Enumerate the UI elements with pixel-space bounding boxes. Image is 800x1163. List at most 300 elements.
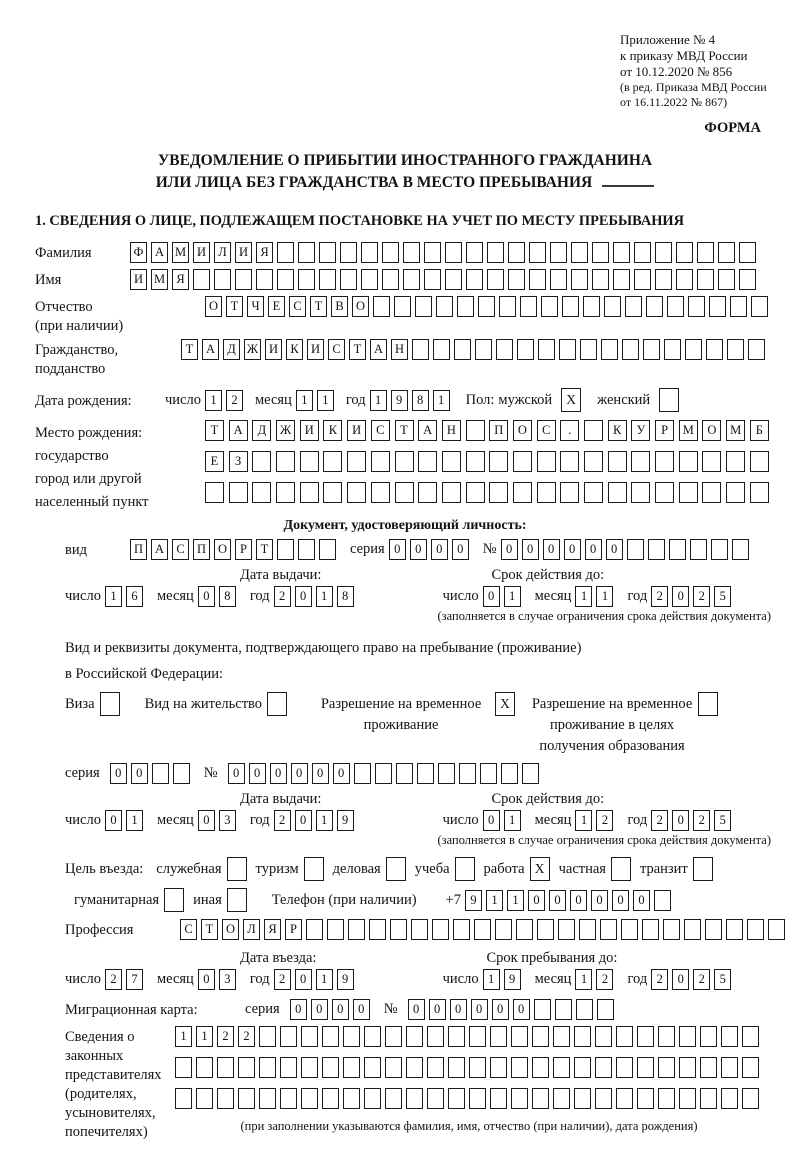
char-cell[interactable] xyxy=(730,296,747,317)
visa-checkbox[interactable] xyxy=(100,692,120,716)
char-cell[interactable] xyxy=(711,539,728,560)
char-cell[interactable] xyxy=(663,919,680,940)
char-cell[interactable] xyxy=(742,1026,759,1047)
char-cell[interactable] xyxy=(559,339,576,360)
char-cell[interactable] xyxy=(217,1057,234,1078)
char-cell[interactable]: 0 xyxy=(389,539,406,560)
char-cell[interactable]: 1 xyxy=(317,390,334,411)
char-cell[interactable]: 0 xyxy=(270,763,287,784)
char-cell[interactable] xyxy=(613,242,630,263)
char-cell[interactable] xyxy=(298,242,315,263)
char-cell[interactable]: 0 xyxy=(585,539,602,560)
char-cell[interactable] xyxy=(343,1057,360,1078)
char-cell[interactable] xyxy=(664,339,681,360)
char-cell[interactable] xyxy=(597,999,614,1020)
char-cell[interactable]: . xyxy=(560,420,579,441)
char-cell[interactable]: 1 xyxy=(296,390,313,411)
char-cell[interactable] xyxy=(700,1057,717,1078)
char-cell[interactable] xyxy=(277,539,294,560)
char-cell[interactable] xyxy=(276,482,295,503)
char-cell[interactable] xyxy=(768,919,785,940)
char-cell[interactable] xyxy=(280,1088,297,1109)
char-cell[interactable]: 0 xyxy=(471,999,488,1020)
char-cell[interactable] xyxy=(403,242,420,263)
char-cell[interactable] xyxy=(702,482,721,503)
char-cell[interactable] xyxy=(371,451,390,472)
char-cell[interactable] xyxy=(726,451,745,472)
char-cell[interactable] xyxy=(469,1057,486,1078)
sex-male-checkbox[interactable] xyxy=(561,388,581,412)
char-cell[interactable]: 1 xyxy=(504,586,521,607)
char-cell[interactable] xyxy=(395,451,414,472)
char-cell[interactable] xyxy=(595,1057,612,1078)
char-cell[interactable] xyxy=(175,1088,192,1109)
char-cell[interactable] xyxy=(553,1088,570,1109)
char-cell[interactable] xyxy=(616,1057,633,1078)
char-cell[interactable] xyxy=(562,296,579,317)
char-cell[interactable] xyxy=(748,339,765,360)
char-cell[interactable] xyxy=(448,1057,465,1078)
char-cell[interactable] xyxy=(709,296,726,317)
char-cell[interactable]: 0 xyxy=(198,586,215,607)
char-cell[interactable]: 2 xyxy=(105,969,122,990)
char-cell[interactable] xyxy=(751,296,768,317)
char-cell[interactable] xyxy=(654,890,671,911)
char-cell[interactable] xyxy=(298,269,315,290)
char-cell[interactable] xyxy=(475,339,492,360)
char-cell[interactable]: 3 xyxy=(219,810,236,831)
char-cell[interactable]: 0 xyxy=(408,999,425,1020)
char-cell[interactable]: 1 xyxy=(486,890,503,911)
char-cell[interactable]: 0 xyxy=(633,890,650,911)
purpose-work-checkbox[interactable] xyxy=(530,857,550,881)
char-cell[interactable]: О xyxy=(702,420,721,441)
char-cell[interactable] xyxy=(277,269,294,290)
char-cell[interactable] xyxy=(417,763,434,784)
char-cell[interactable]: 0 xyxy=(450,999,467,1020)
char-cell[interactable]: 1 xyxy=(196,1026,213,1047)
purpose-official-checkbox[interactable] xyxy=(227,857,247,881)
char-cell[interactable] xyxy=(259,1088,276,1109)
char-cell[interactable] xyxy=(658,1026,675,1047)
char-cell[interactable] xyxy=(348,919,365,940)
char-cell[interactable] xyxy=(280,1057,297,1078)
char-cell[interactable] xyxy=(637,1026,654,1047)
char-cell[interactable] xyxy=(541,296,558,317)
char-cell[interactable]: Е xyxy=(268,296,285,317)
char-cell[interactable] xyxy=(601,339,618,360)
char-cell[interactable]: А xyxy=(151,242,168,263)
char-cell[interactable]: 0 xyxy=(249,763,266,784)
char-cell[interactable] xyxy=(301,1057,318,1078)
char-cell[interactable]: 0 xyxy=(198,810,215,831)
char-cell[interactable] xyxy=(574,1057,591,1078)
char-cell[interactable] xyxy=(604,296,621,317)
char-cell[interactable]: П xyxy=(130,539,147,560)
char-cell[interactable] xyxy=(580,339,597,360)
char-cell[interactable]: 1 xyxy=(316,810,333,831)
char-cell[interactable]: 0 xyxy=(513,999,530,1020)
char-cell[interactable] xyxy=(496,339,513,360)
char-cell[interactable] xyxy=(301,1026,318,1047)
char-cell[interactable] xyxy=(385,1088,402,1109)
char-cell[interactable] xyxy=(322,1057,339,1078)
char-cell[interactable]: 0 xyxy=(290,999,307,1020)
char-cell[interactable]: 0 xyxy=(522,539,539,560)
char-cell[interactable]: В xyxy=(331,296,348,317)
char-cell[interactable]: 0 xyxy=(295,586,312,607)
char-cell[interactable] xyxy=(616,1026,633,1047)
char-cell[interactable] xyxy=(256,269,273,290)
char-cell[interactable] xyxy=(238,1057,255,1078)
char-cell[interactable] xyxy=(516,919,533,940)
char-cell[interactable]: 2 xyxy=(651,586,668,607)
char-cell[interactable] xyxy=(571,242,588,263)
char-cell[interactable] xyxy=(217,1088,234,1109)
purpose-private-checkbox[interactable] xyxy=(611,857,631,881)
char-cell[interactable]: 0 xyxy=(564,539,581,560)
char-cell[interactable] xyxy=(583,296,600,317)
char-cell[interactable] xyxy=(631,482,650,503)
char-cell[interactable] xyxy=(648,539,665,560)
char-cell[interactable] xyxy=(511,1026,528,1047)
char-cell[interactable]: О xyxy=(214,539,231,560)
char-cell[interactable] xyxy=(442,451,461,472)
char-cell[interactable]: 0 xyxy=(672,810,689,831)
char-cell[interactable]: 2 xyxy=(226,390,243,411)
char-cell[interactable] xyxy=(427,1057,444,1078)
char-cell[interactable]: З xyxy=(229,451,248,472)
sex-female-checkbox[interactable] xyxy=(659,388,679,412)
char-cell[interactable] xyxy=(466,420,485,441)
char-cell[interactable]: 2 xyxy=(274,969,291,990)
char-cell[interactable] xyxy=(576,999,593,1020)
char-cell[interactable] xyxy=(574,1088,591,1109)
char-cell[interactable] xyxy=(669,539,686,560)
char-cell[interactable]: 0 xyxy=(131,763,148,784)
char-cell[interactable] xyxy=(529,269,546,290)
char-cell[interactable] xyxy=(631,451,650,472)
char-cell[interactable] xyxy=(438,763,455,784)
char-cell[interactable] xyxy=(646,296,663,317)
char-cell[interactable] xyxy=(739,269,756,290)
char-cell[interactable]: 0 xyxy=(105,810,122,831)
char-cell[interactable] xyxy=(403,269,420,290)
char-cell[interactable] xyxy=(721,1088,738,1109)
char-cell[interactable]: 0 xyxy=(332,999,349,1020)
temporary-residence-checkbox[interactable] xyxy=(495,692,515,716)
char-cell[interactable] xyxy=(688,296,705,317)
char-cell[interactable]: 2 xyxy=(596,810,613,831)
char-cell[interactable] xyxy=(395,482,414,503)
char-cell[interactable]: 0 xyxy=(570,890,587,911)
char-cell[interactable] xyxy=(385,1026,402,1047)
char-cell[interactable] xyxy=(685,339,702,360)
char-cell[interactable]: И xyxy=(265,339,282,360)
char-cell[interactable]: Д xyxy=(252,420,271,441)
char-cell[interactable] xyxy=(448,1026,465,1047)
char-cell[interactable]: С xyxy=(328,339,345,360)
char-cell[interactable]: Л xyxy=(243,919,260,940)
char-cell[interactable]: Р xyxy=(655,420,674,441)
char-cell[interactable] xyxy=(667,296,684,317)
char-cell[interactable] xyxy=(343,1088,360,1109)
char-cell[interactable]: 0 xyxy=(295,969,312,990)
char-cell[interactable] xyxy=(474,919,491,940)
char-cell[interactable]: 5 xyxy=(714,969,731,990)
char-cell[interactable]: 0 xyxy=(198,969,215,990)
char-cell[interactable]: 0 xyxy=(295,810,312,831)
char-cell[interactable]: 1 xyxy=(483,969,500,990)
char-cell[interactable]: Р xyxy=(235,539,252,560)
char-cell[interactable]: 0 xyxy=(501,539,518,560)
char-cell[interactable] xyxy=(625,296,642,317)
char-cell[interactable]: С xyxy=(289,296,306,317)
char-cell[interactable]: 1 xyxy=(433,390,450,411)
char-cell[interactable] xyxy=(529,242,546,263)
char-cell[interactable] xyxy=(343,1026,360,1047)
char-cell[interactable] xyxy=(747,919,764,940)
char-cell[interactable]: 0 xyxy=(312,763,329,784)
char-cell[interactable] xyxy=(643,339,660,360)
char-cell[interactable] xyxy=(364,1088,381,1109)
char-cell[interactable]: 0 xyxy=(612,890,629,911)
char-cell[interactable]: Д xyxy=(223,339,240,360)
char-cell[interactable] xyxy=(495,919,512,940)
char-cell[interactable]: 1 xyxy=(507,890,524,911)
char-cell[interactable]: 5 xyxy=(714,586,731,607)
char-cell[interactable] xyxy=(532,1057,549,1078)
char-cell[interactable]: М xyxy=(172,242,189,263)
char-cell[interactable]: 1 xyxy=(105,586,122,607)
char-cell[interactable] xyxy=(396,763,413,784)
char-cell[interactable]: А xyxy=(202,339,219,360)
char-cell[interactable] xyxy=(750,451,769,472)
char-cell[interactable] xyxy=(457,296,474,317)
char-cell[interactable] xyxy=(300,482,319,503)
char-cell[interactable] xyxy=(319,539,336,560)
char-cell[interactable] xyxy=(726,482,745,503)
char-cell[interactable]: 2 xyxy=(274,810,291,831)
char-cell[interactable]: 1 xyxy=(126,810,143,831)
char-cell[interactable]: Ж xyxy=(244,339,261,360)
char-cell[interactable] xyxy=(487,269,504,290)
char-cell[interactable]: 1 xyxy=(316,586,333,607)
char-cell[interactable] xyxy=(454,339,471,360)
char-cell[interactable] xyxy=(592,242,609,263)
char-cell[interactable] xyxy=(622,339,639,360)
char-cell[interactable] xyxy=(280,1026,297,1047)
char-cell[interactable]: П xyxy=(489,420,508,441)
char-cell[interactable]: К xyxy=(286,339,303,360)
char-cell[interactable]: 0 xyxy=(672,969,689,990)
purpose-tourism-checkbox[interactable] xyxy=(304,857,324,881)
char-cell[interactable]: Я xyxy=(172,269,189,290)
char-cell[interactable]: 2 xyxy=(651,810,668,831)
char-cell[interactable] xyxy=(655,242,672,263)
char-cell[interactable] xyxy=(550,269,567,290)
char-cell[interactable] xyxy=(406,1088,423,1109)
char-cell[interactable] xyxy=(214,269,231,290)
char-cell[interactable] xyxy=(354,763,371,784)
char-cell[interactable] xyxy=(406,1057,423,1078)
char-cell[interactable] xyxy=(424,242,441,263)
char-cell[interactable] xyxy=(690,539,707,560)
char-cell[interactable] xyxy=(412,339,429,360)
char-cell[interactable]: Т xyxy=(181,339,198,360)
char-cell[interactable] xyxy=(424,269,441,290)
char-cell[interactable]: О xyxy=(513,420,532,441)
char-cell[interactable] xyxy=(553,1026,570,1047)
char-cell[interactable] xyxy=(739,242,756,263)
char-cell[interactable]: Ч xyxy=(247,296,264,317)
char-cell[interactable] xyxy=(411,919,428,940)
char-cell[interactable] xyxy=(340,242,357,263)
char-cell[interactable]: М xyxy=(679,420,698,441)
char-cell[interactable] xyxy=(364,1057,381,1078)
char-cell[interactable]: 6 xyxy=(126,586,143,607)
char-cell[interactable] xyxy=(679,1088,696,1109)
char-cell[interactable] xyxy=(259,1057,276,1078)
char-cell[interactable] xyxy=(406,1026,423,1047)
char-cell[interactable] xyxy=(235,269,252,290)
char-cell[interactable]: 0 xyxy=(591,890,608,911)
char-cell[interactable] xyxy=(432,919,449,940)
char-cell[interactable] xyxy=(347,451,366,472)
char-cell[interactable]: 0 xyxy=(429,999,446,1020)
char-cell[interactable]: Л xyxy=(214,242,231,263)
char-cell[interactable] xyxy=(319,269,336,290)
char-cell[interactable] xyxy=(382,269,399,290)
char-cell[interactable] xyxy=(655,269,672,290)
char-cell[interactable] xyxy=(361,242,378,263)
char-cell[interactable]: К xyxy=(608,420,627,441)
char-cell[interactable] xyxy=(442,482,461,503)
char-cell[interactable] xyxy=(560,451,579,472)
char-cell[interactable] xyxy=(676,269,693,290)
char-cell[interactable]: 1 xyxy=(370,390,387,411)
char-cell[interactable]: Т xyxy=(310,296,327,317)
char-cell[interactable] xyxy=(508,242,525,263)
char-cell[interactable] xyxy=(469,1026,486,1047)
purpose-other-checkbox[interactable] xyxy=(227,888,247,912)
char-cell[interactable] xyxy=(558,919,575,940)
char-cell[interactable]: И xyxy=(307,339,324,360)
char-cell[interactable]: 0 xyxy=(110,763,127,784)
char-cell[interactable] xyxy=(252,451,271,472)
char-cell[interactable] xyxy=(537,482,556,503)
char-cell[interactable]: А xyxy=(229,420,248,441)
char-cell[interactable] xyxy=(658,1088,675,1109)
char-cell[interactable] xyxy=(634,269,651,290)
char-cell[interactable] xyxy=(513,451,532,472)
char-cell[interactable]: С xyxy=(180,919,197,940)
char-cell[interactable] xyxy=(433,339,450,360)
char-cell[interactable]: И xyxy=(130,269,147,290)
char-cell[interactable] xyxy=(655,482,674,503)
char-cell[interactable] xyxy=(499,296,516,317)
char-cell[interactable] xyxy=(750,482,769,503)
char-cell[interactable]: 9 xyxy=(337,969,354,990)
residence-permit-checkbox[interactable] xyxy=(267,692,287,716)
char-cell[interactable] xyxy=(679,482,698,503)
char-cell[interactable] xyxy=(373,296,390,317)
char-cell[interactable] xyxy=(252,482,271,503)
char-cell[interactable] xyxy=(448,1088,465,1109)
char-cell[interactable] xyxy=(560,482,579,503)
char-cell[interactable]: 1 xyxy=(575,586,592,607)
char-cell[interactable] xyxy=(697,269,714,290)
char-cell[interactable] xyxy=(489,482,508,503)
char-cell[interactable] xyxy=(702,451,721,472)
char-cell[interactable] xyxy=(522,763,539,784)
char-cell[interactable]: У xyxy=(631,420,650,441)
char-cell[interactable]: 0 xyxy=(311,999,328,1020)
char-cell[interactable] xyxy=(517,339,534,360)
char-cell[interactable]: 2 xyxy=(596,969,613,990)
char-cell[interactable] xyxy=(553,1057,570,1078)
char-cell[interactable] xyxy=(306,919,323,940)
char-cell[interactable] xyxy=(679,1026,696,1047)
char-cell[interactable]: 2 xyxy=(274,586,291,607)
char-cell[interactable]: Т xyxy=(201,919,218,940)
char-cell[interactable] xyxy=(459,763,476,784)
char-cell[interactable] xyxy=(684,919,701,940)
char-cell[interactable] xyxy=(608,451,627,472)
char-cell[interactable]: И xyxy=(193,242,210,263)
char-cell[interactable] xyxy=(637,1088,654,1109)
purpose-business-checkbox[interactable] xyxy=(386,857,406,881)
char-cell[interactable]: Р xyxy=(285,919,302,940)
char-cell[interactable] xyxy=(152,763,169,784)
char-cell[interactable]: 2 xyxy=(693,586,710,607)
char-cell[interactable]: Т xyxy=(395,420,414,441)
char-cell[interactable] xyxy=(327,919,344,940)
char-cell[interactable] xyxy=(173,763,190,784)
char-cell[interactable]: Я xyxy=(264,919,281,940)
char-cell[interactable] xyxy=(532,1026,549,1047)
char-cell[interactable] xyxy=(584,420,603,441)
char-cell[interactable]: 0 xyxy=(606,539,623,560)
char-cell[interactable] xyxy=(600,919,617,940)
char-cell[interactable] xyxy=(642,919,659,940)
char-cell[interactable] xyxy=(480,763,497,784)
char-cell[interactable]: 0 xyxy=(672,586,689,607)
char-cell[interactable] xyxy=(595,1088,612,1109)
char-cell[interactable] xyxy=(595,1026,612,1047)
char-cell[interactable] xyxy=(382,242,399,263)
char-cell[interactable]: 9 xyxy=(504,969,521,990)
char-cell[interactable] xyxy=(584,451,603,472)
char-cell[interactable] xyxy=(445,269,462,290)
char-cell[interactable] xyxy=(679,1057,696,1078)
char-cell[interactable] xyxy=(276,451,295,472)
char-cell[interactable] xyxy=(323,482,342,503)
char-cell[interactable] xyxy=(621,919,638,940)
char-cell[interactable] xyxy=(478,296,495,317)
char-cell[interactable] xyxy=(584,482,603,503)
char-cell[interactable]: 1 xyxy=(205,390,222,411)
char-cell[interactable] xyxy=(453,919,470,940)
char-cell[interactable] xyxy=(592,269,609,290)
char-cell[interactable] xyxy=(627,539,644,560)
char-cell[interactable] xyxy=(427,1026,444,1047)
char-cell[interactable] xyxy=(238,1088,255,1109)
char-cell[interactable] xyxy=(490,1088,507,1109)
char-cell[interactable]: 0 xyxy=(291,763,308,784)
char-cell[interactable]: Ф xyxy=(130,242,147,263)
char-cell[interactable] xyxy=(418,451,437,472)
